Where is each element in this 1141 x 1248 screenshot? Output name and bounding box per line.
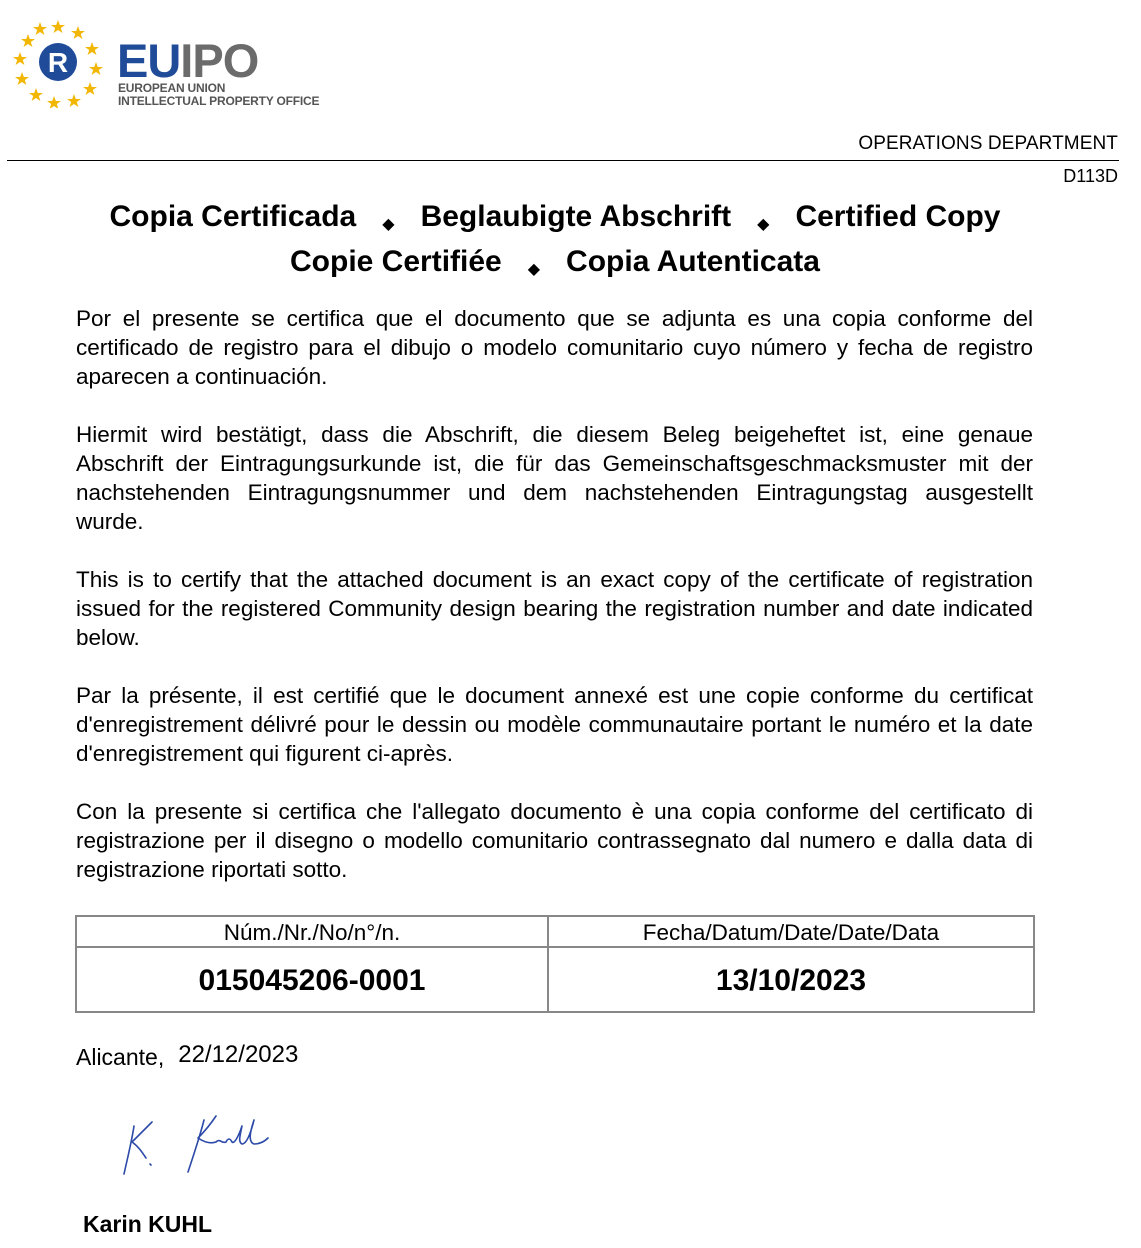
wordmark-ipo: IPO (180, 34, 259, 87)
handwritten-signature (112, 1098, 282, 1186)
euipo-subtitle (118, 82, 319, 108)
registration-number: 015045206-0001 (198, 964, 426, 997)
svg-text:R: R (47, 47, 69, 78)
certified-copy-titles (30, 198, 1080, 288)
euipo-emblem-icon (12, 16, 104, 108)
place-and-date (76, 1041, 299, 1072)
registration-date-header: Fecha/Datum/Date/Date/Data (547, 917, 1033, 948)
certification-paragraph-de: Hiermit wird bestätigt, dass die Abschrift, die diesem Beleg beigeheftet ist, eine genaue Abschrift der Eintragungsurkunde ist, die für das Gemeinschaftsgeschmacksmuster mit der nachstehenden Eintragungsnummer und dem nachstehenden Eintragungstag ausgestellt wurde. (76, 422, 1033, 534)
euipo-logo (12, 16, 352, 112)
title-line-1 (30, 198, 1080, 243)
registration-table (75, 915, 1035, 1013)
header-divider (7, 160, 1119, 161)
department-name: OPERATIONS DEPARTMENT (858, 133, 1118, 154)
certification-paragraph-en: This is to certify that the attached document is an exact copy of the certificate of registration issued for the registered Community design bearing the registration number and date indicated below. (76, 567, 1033, 650)
certification-paragraph-it: Con la presente si certifica che l'allegato documento è una copia conforme del certificato di registrazione per il disegno o modello comunitario contrassegnato dal numero e dalla data di registrazione riportati sotto. (76, 799, 1033, 882)
issue-date: 22/12/2023 (178, 1041, 299, 1068)
title-fr: Copie Certifiée (290, 245, 502, 278)
title-de: Beglaubigte Abschrift (420, 200, 732, 233)
registration-date: 13/10/2023 (547, 948, 1033, 1011)
place: Alicante, (76, 1044, 165, 1070)
diamond-separator-icon: ◆ (757, 216, 770, 233)
diamond-separator-icon: ◆ (382, 216, 395, 233)
subtitle-line-1: EUROPEAN UNION (118, 81, 226, 95)
title-it: Copia Autenticata (566, 245, 820, 278)
diamond-separator-icon: ◆ (527, 261, 541, 278)
title-en: Certified Copy (795, 200, 1001, 233)
title-es: Copia Certificada (109, 200, 357, 233)
subtitle-line-2: INTELLECTUAL PROPERTY OFFICE (118, 94, 320, 108)
registration-number-header: Núm./Nr./No/n°/n. (77, 917, 547, 948)
certification-paragraph-fr: Par la présente, il est certifié que le document annexé est une copie conforme du certificat d'enregistrement délivré pour le dessin ou modèle communautaire portant le numéro et la date d'enregistrement qui figurent ci-après. (76, 683, 1033, 766)
certification-paragraph-es: Por el presente se certifica que el documento que se adjunta es una copia conforme del certificado de registro para el dibujo o modelo comunitario cuyo número y fecha de registro aparecen a continuación. (76, 306, 1033, 389)
euipo-wordmark (117, 34, 259, 87)
wordmark-eu: EU (117, 34, 181, 87)
signer-name: Karin KUHL (83, 1211, 213, 1237)
title-line-2 (30, 243, 1080, 288)
document-code: D113D (1063, 166, 1118, 186)
